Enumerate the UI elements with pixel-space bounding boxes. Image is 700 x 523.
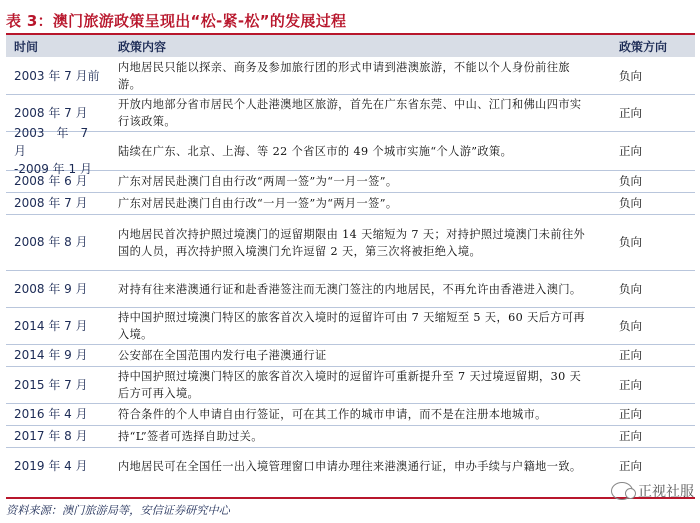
source-note: 资料来源：澳门旅游局等，安信证券研究中心: [6, 497, 695, 518]
row-time: 2015 年 7 月: [14, 377, 88, 392]
row-content: 持中国护照过境澳门特区的旅客首次入境时的逗留许可重新提升至 7 天过境逗留期，30 天后方可再入境。: [118, 370, 582, 400]
row-direction: 正向: [619, 105, 642, 120]
table-row: [6, 171, 695, 193]
row-time: [6, 124, 109, 178]
row-content: 内地居民首次持护照过境澳门的逗留期限由 14 天缩短为 7 天；对持护照过境澳门未前往外国的人员，再次持护照入境澳门允许逗留 2 天，第三次将被拒绝入境。: [118, 227, 586, 258]
row-content: 持“L”签者可选择自助过关。: [118, 430, 263, 443]
row-direction: 负向: [619, 68, 642, 83]
row-time: 2008 年 7 月: [14, 196, 88, 210]
table-row: [6, 58, 695, 95]
row-content: 开放内地部分省市居民个人赴港澳地区旅游，首先在广东省东莞、中山、江门和佛山四市实行该政策。: [118, 98, 582, 128]
row-direction: 正向: [619, 348, 642, 362]
row-time: 2008 年 8 月: [14, 235, 88, 249]
row-time: 2008 年 9 月: [14, 281, 88, 296]
table-row: [6, 126, 695, 176]
row-content: 对持有往来港澳通行证和赴香港签注而无澳门签注的内地居民，不再允许由香港进入澳门。: [118, 282, 582, 296]
row-direction: 正向: [619, 377, 642, 392]
table-row: [6, 271, 695, 308]
wechat-icon: [611, 482, 633, 500]
table-title: 表 3：澳门旅游政策呈现出“松-紧-松”的发展过程: [6, 12, 347, 30]
table-row: [6, 95, 695, 132]
row-time: 2014 年 9 月: [14, 348, 88, 362]
row-direction: 正向: [619, 407, 642, 421]
table-row: [6, 367, 695, 404]
table-row: [6, 215, 695, 271]
row-time: 2008 年 7 月: [14, 105, 88, 120]
header-time: 时间: [14, 39, 39, 54]
row-content: 内地居民可在全国任一出入境管理窗口申请办理往来港澳通行证，申办手续与户籍地一致。: [118, 459, 582, 473]
row-direction: 负向: [619, 196, 642, 210]
row-content: 陆续在广东、北京、上海、等 22 个省区市的 49 个城市实施“个人游”政策。: [118, 144, 513, 158]
row-direction: 负向: [619, 235, 642, 249]
row-content: 公安部在全国范围内发行电子港澳通行证: [118, 349, 327, 362]
watermark: [611, 481, 694, 501]
row-content: 持中国护照过境澳门特区的旅客首次入境时的逗留许可由 7 天缩短至 5 天，60 天后方可再入境。: [118, 311, 586, 341]
row-time: 2003 年 7 月前: [14, 68, 100, 83]
row-direction: 负向: [619, 281, 642, 296]
header-direction: 政策方向: [619, 39, 668, 54]
row-time-end: -2009 年 1 月: [14, 162, 92, 176]
table-row: [6, 404, 695, 426]
row-time-start: 2003 年 7 月: [14, 126, 101, 158]
policy-table: [6, 33, 695, 484]
row-time: 2008 年 6 月: [14, 174, 88, 188]
table-header: [6, 33, 695, 58]
table-row: [6, 448, 695, 484]
table-row: [6, 308, 695, 345]
watermark-text: 正视社服: [638, 484, 694, 500]
row-time: 2014 年 7 月: [14, 318, 88, 333]
row-direction: 负向: [619, 318, 642, 333]
row-time: 2016 年 4 月: [14, 407, 88, 421]
row-time: 2019 年 4 月: [14, 458, 88, 473]
table-row: [6, 345, 695, 367]
row-direction: 正向: [619, 458, 642, 473]
row-content: 广东对居民赴澳门自由行改“两周一签”为“一月一签”。: [118, 175, 398, 188]
row-direction: 正向: [619, 143, 642, 158]
row-content: 广东对居民赴澳门自由行改“一月一签”为“两月一签”。: [118, 197, 398, 210]
table-row: [6, 193, 695, 215]
row-time: 2017 年 8 月: [14, 429, 88, 443]
header-content: 政策内容: [118, 39, 167, 54]
row-content: 符合条件的个人申请自由行签证，可在其工作的城市申请，而不是在注册本地城市。: [118, 408, 547, 421]
row-direction: 负向: [619, 174, 642, 188]
row-content: 内地居民只能以探亲、商务及参加旅行团的形式申请到港澳旅游，不能以个人身份前往旅游。: [118, 61, 570, 91]
table-row: [6, 426, 695, 448]
row-direction: 正向: [619, 429, 642, 443]
